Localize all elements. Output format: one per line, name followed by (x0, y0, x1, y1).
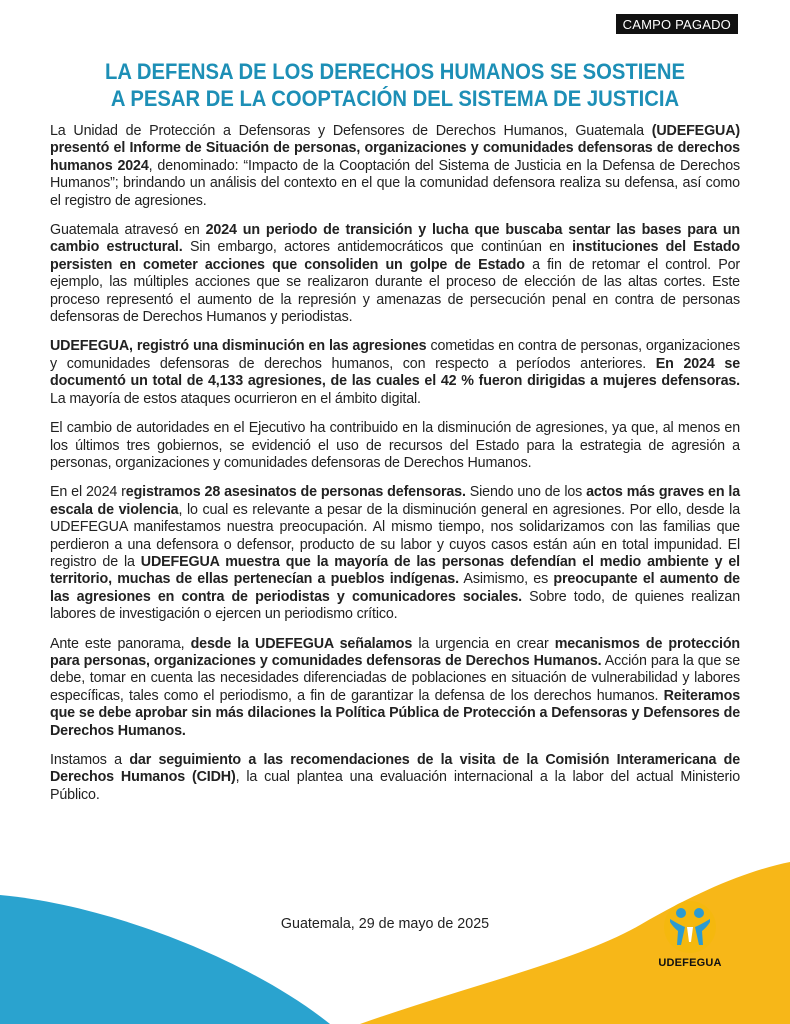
p5-text-1: En el 2024 r (50, 484, 126, 501)
statement-body (50, 123, 740, 816)
signature-date: Guatemala, 29 de mayo de 2025 (280, 916, 490, 932)
p6-bold-1: desde la UDEFEGUA señalamos (190, 635, 413, 652)
paragraph-2 (50, 222, 740, 326)
title-line-1: LA DEFENSA DE LOS DERECHOS HUMANOS SE SOSTIENE (105, 59, 685, 84)
p5-text-5: Sobre todo, de quienes realizan labores de investigación o ejercen un periodismo crítico. (50, 588, 741, 623)
p5-text-2: Siendo uno de los (465, 484, 587, 501)
paragraph-6 (50, 636, 740, 740)
p2-bold-1: 2024 un periodo de transición y lucha que buscaba sentar las bases para un cambio estructural. (50, 222, 740, 256)
p5-text-4: Asimismo, es (458, 571, 554, 588)
p2-bold-2: instituciones del Estado persisten en cometer acciones que consoliden un golpe de Estado (50, 239, 741, 273)
p4-text-1: El cambio de autoridades en el Ejecutivo ha contribuido en la disminución de agresiones, ya que, al menos en los últimos tres gobiernos, se evidenció el uso de recursos del Estado para la estrategia de agresión a personas, organizaciones y comunidades defensoras de Derechos Humanos. (50, 420, 740, 471)
paragraph-3 (50, 338, 740, 408)
p3-text-2: La mayoría de estos ataques ocurrieron en el ámbito digital. (50, 390, 421, 407)
p1-bold-1: (UDEFEGUA) presentó el Informe de Situación de personas, organizaciones y comunidades defensoras de derechos humanos 2024 (50, 123, 740, 174)
p5-text-3: , lo cual es relevante a pesar de la disminución general en agresiones. Por ello, desde la UDEFEGUA manifestamos nuestra preocupación. Al mismo tiempo, nos solidarizamos con las familias que perdieron a una defensora o defensor, producto de su labor y cuyos casos están aún en total impunidad. El registro de la (50, 501, 740, 570)
paragraph-4 (50, 420, 740, 472)
p1-text-2: , denominado: “Impacto de la Cooptación del Sistema de Justicia en la Defensa de Derechos Humanos”; brindando un análisis del contexto en el que la comunidad defensora realiza su defensa, así como el registro de agresiones. (50, 157, 740, 209)
paragraph-5 (50, 484, 740, 623)
p7-text-1: Instamos a (50, 752, 130, 768)
p6-bold-2: mecanismos de protección para personas, organizaciones y comunidades defensoras de Derechos Humanos. (50, 635, 741, 669)
page-title (68, 58, 721, 112)
p6-bold-3: Reiteramos que se debe aprobar sin más dilaciones la Política Pública de Protección a Defensoras y Defensores de Derechos Humanos. (50, 687, 740, 739)
blue-wave (0, 895, 330, 1024)
paragraph-7 (50, 752, 740, 804)
p5-bold-3: UDEFEGUA muestra que la mayoría de las personas defendían el medio ambiente y el territorio, muchas de ellas pertenecían a pueblos indígenas. (50, 553, 740, 588)
p5-bold-1: egistramos 28 asesinatos de personas defensoras. (125, 484, 466, 501)
logo-emblem-icon (660, 898, 720, 956)
p2-text-1: Guatemala atravesó en (50, 222, 206, 239)
p3-bold-2: En 2024 se documentó un total de 4,133 agresiones, de las cuales el 42 % fueron dirigidas a mujeres defensoras. (50, 355, 740, 390)
p6-text-3: Acción para la que se debe, tomar en cuenta las necesidades diferenciadas de poblaciones en situación de vulnerabilidad y labores específicas, tales como el periodismo, a fin de garantizar la defensa de los derechos humanos. (50, 652, 741, 704)
p1-text-1: La Unidad de Protección a Defensoras y Defensores de Derechos Humanos, Guatemala (50, 123, 652, 139)
p6-text-1: Ante este panorama, (50, 635, 191, 652)
p2-text-2: Sin embargo, actores antidemocráticos que continúan en (182, 239, 573, 256)
p7-text-2: , la cual plantea una evaluación internacional a la labor del actual Ministerio Público. (50, 769, 741, 803)
p3-bold-1: UDEFEGUA, registró una disminución en las agresiones (50, 338, 427, 355)
paragraph-1 (50, 123, 740, 210)
logo-wordmark: UDEFEGUA (658, 957, 722, 969)
udefegua-logo (655, 898, 725, 969)
p5-bold-4: preocupante el aumento de las agresiones en contra de periodistas y comunicadores sociales. (50, 571, 740, 605)
p6-text-2: la urgencia en crear (412, 635, 555, 652)
p2-text-3: a fin de retomar el control. Por ejemplo, las múltiples acciones que se realizaron durante el proceso de elección de las altas cortes. Este proceso representó el aumento de la represión y amenazas de persecución penal en contra de personas defensoras de Derechos Humanos y periodistas. (50, 256, 740, 326)
paid-field-badge: CAMPO PAGADO (616, 14, 738, 34)
title-line-2: A PESAR DE LA COOPTACIÓN DEL SISTEMA DE JUSTICIA (110, 86, 680, 111)
p5-bold-2: actos más graves en la escala de violencia (50, 484, 740, 518)
p7-bold-1: dar seguimiento a las recomendaciones de la visita de la Comisión Interamericana de Derechos Humanos (CIDH) (50, 752, 740, 786)
p3-text-1: cometidas en contra de personas, organizaciones y comunidades defensoras de derechos humanos, con respecto a períodos anteriores. (50, 338, 740, 372)
